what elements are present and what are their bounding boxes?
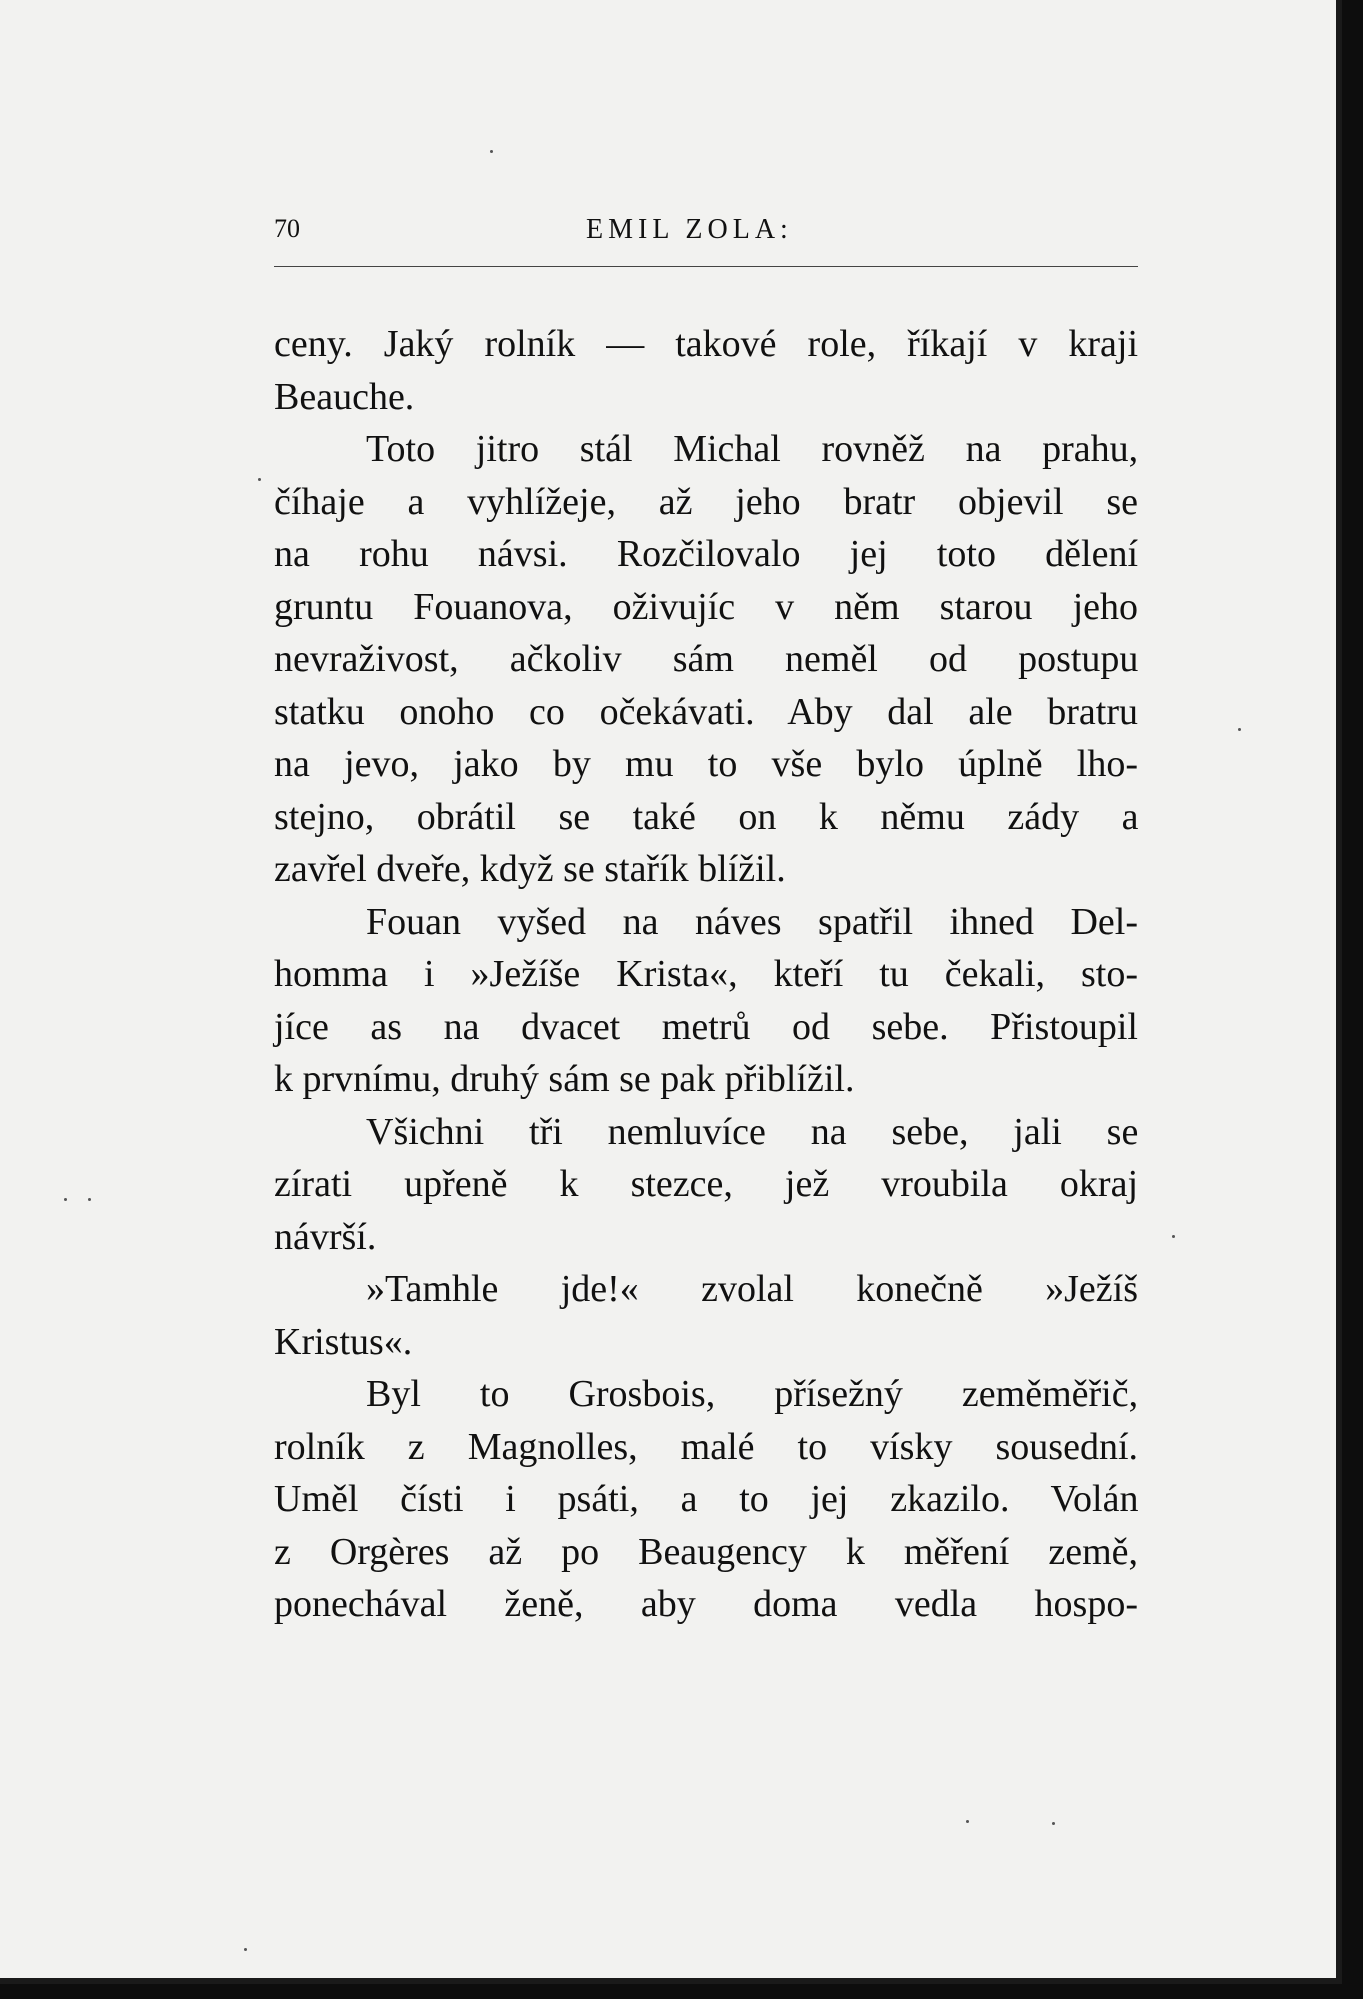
text-line: číhaje a vyhlížeje, až jeho bratr objevil se	[274, 480, 1138, 523]
paragraph	[274, 1106, 1138, 1264]
text-line: ponechával ženě, aby doma vedla hospo-	[274, 1583, 1138, 1625]
text-line: Uměl čísti i psáti, a to jej zkazilo. Volán	[274, 1478, 1139, 1520]
text-line: na jevo, jako by mu to vše bylo úplně lho-	[274, 743, 1138, 785]
paragraph	[274, 1368, 1138, 1631]
text-line: Byl to Grosbois, přísežný zeměměřič,	[366, 1373, 1139, 1415]
text-line: Toto jitro stál Michal rovněž na prahu,	[366, 428, 1139, 470]
text-line: zavřel dveře, když se stařík blížil.	[274, 848, 786, 890]
text-line: statku onoho co očekávati. Aby dal ale bratru	[274, 690, 1139, 733]
text-line: stejno, obrátil se také on k němu zády a	[274, 795, 1139, 838]
text-line: ceny. Jaký rolník — takové role, říkají v kraji	[274, 323, 1138, 365]
ink-speck	[1172, 1235, 1175, 1238]
text-line: návrší.	[274, 1215, 377, 1258]
text-line: Beauche.	[274, 375, 415, 418]
text-line: Fouan vyšed na náves spatřil ihned Del-	[366, 900, 1138, 943]
ink-speck	[490, 150, 493, 153]
running-title: EMIL ZOLA:	[586, 214, 793, 245]
text-line: nevraživost, ačkoliv sám neměl od postupu	[274, 638, 1139, 680]
text-line: Kristus«.	[274, 1320, 413, 1363]
text-line: homma i »Ježíše Krista«, kteří tu čekali, sto-	[274, 953, 1138, 995]
text-line: rolník z Magnolles, malé to vísky sousední.	[274, 1425, 1138, 1468]
ink-speck	[64, 1198, 67, 1201]
ink-speck	[966, 1820, 969, 1823]
text-line: jíce as na dvacet metrů od sebe. Přistoupil	[274, 1005, 1138, 1048]
body-text	[274, 318, 1138, 1631]
ink-speck	[258, 478, 261, 481]
page-header	[274, 214, 1138, 260]
page-number: 70	[274, 214, 300, 243]
text-line: »Tamhle jde!« zvolal konečně »Ježíš	[366, 1268, 1138, 1310]
header-rule	[274, 266, 1138, 267]
text-line: z Orgères až po Beaugency k měření země,	[274, 1530, 1138, 1573]
ink-speck	[1052, 1822, 1055, 1825]
ink-speck	[88, 1198, 91, 1201]
ink-speck	[244, 1948, 247, 1951]
text-line: k prvnímu, druhý sám se pak přiblížil.	[274, 1058, 855, 1100]
text-line: gruntu Fouanova, oživujíc v něm starou jeho	[274, 585, 1138, 628]
paragraph	[274, 1263, 1138, 1368]
paragraph	[274, 318, 1138, 423]
text-line: zírati upřeně k stezce, jež vroubila okraj	[274, 1163, 1138, 1205]
text-line: na rohu návsi. Rozčilovalo jej toto dělení	[274, 533, 1138, 575]
paragraph	[274, 896, 1138, 1106]
ink-speck	[1238, 728, 1241, 731]
text-line: Všichni tři nemluvíce na sebe, jali se	[366, 1110, 1139, 1153]
paragraph	[274, 423, 1138, 896]
